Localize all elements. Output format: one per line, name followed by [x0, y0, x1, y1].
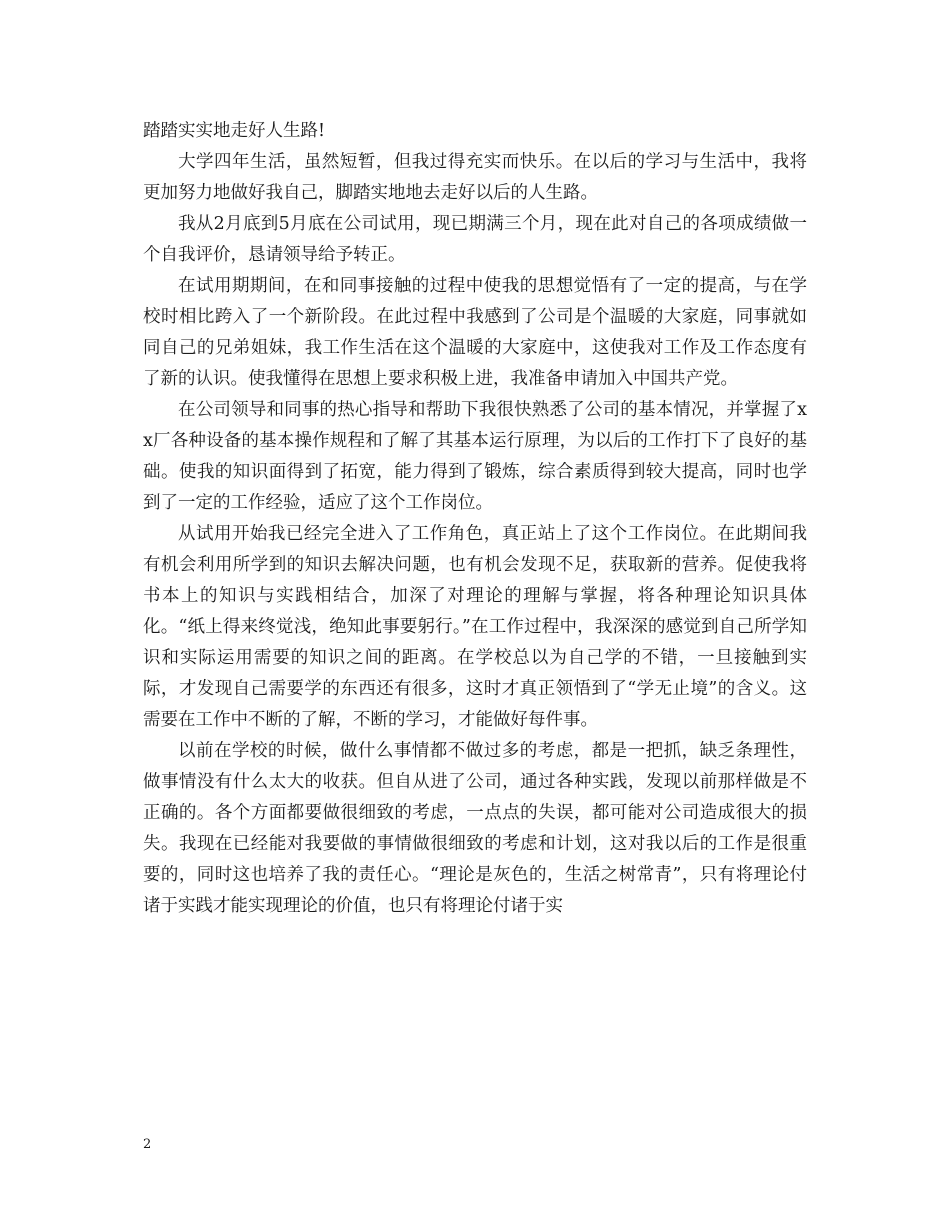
paragraph: 在公司领导和同事的热心指导和帮助下我很快熟悉了公司的基本情况，并掌握了xx厂各种设备的基本操作规程和了解了其基本运行原理，为以后的工作打下了良好的基础。使我的知识面得到了拓宽，能力得到了锻炼，综合素质得到较大提高，同时也学到了一定的工作经验，适应了这个工作岗位。 — [143, 400, 807, 513]
paragraph: 大学四年生活，虽然短暂，但我过得充实而快乐。在以后的学习与生活中，我将更加努力地做好我自己，脚踏实地地去走好以后的人生路。 — [143, 152, 807, 203]
paragraph: 以前在学校的时候，做什么事情都不做过多的考虑，都是一把抓，缺乏条理性，做事情没有什么太大的收获。但自从进了公司，通过各种实践，发现以前那样做是不正确的。各个方面都要做很细致的考虑，一点点的失误，都可能对公司造成很大的损失。我现在已经能对我要做的事情做很细致的考虑和计划，这对我以后的工作是很重要的，同时这也培养了我的责任心。“理论是灰色的，生活之树常青”，只有将理论付诸于实践才能实现理论的价值，也只有将理论付诸于实 — [143, 741, 807, 916]
page-number: 2 — [143, 1137, 152, 1152]
paragraph: 从试用开始我已经完全进入了工作角色，真正站上了这个工作岗位。在此期间我有机会利用所学到的知识去解决问题，也有机会发现不足，获取新的营养。促使我将书本上的知识与实践相结合，加深了对理论的理解与掌握，将各种理论知识具体化。“纸上得来终觉浅，绝知此事要躬行。”在工作过程中，我深深的感觉到自己所学知识和实际运用需要的知识之间的距离。在学校总以为自己学的不错，一旦接触到实际，才发现自己需要学的东西还有很多，这时才真正领悟到了“学无止境”的含义。这需要在工作中不断的了解，不断的学习，才能做好每件事。 — [143, 524, 807, 730]
paragraph-continuation: 踏踏实实地走好人生路! — [143, 121, 326, 141]
document-body — [143, 116, 807, 922]
paragraph: 我从2月底到5月底在公司试用，现已期满三个月，现在此对自己的各项成绩做一个自我评价，恳请领导给予转正。 — [143, 214, 807, 265]
paragraph: 在试用期期间，在和同事接触的过程中使我的思想觉悟有了一定的提高，与在学校时相比跨入了一个新阶段。在此过程中我感到了公司是个温暖的大家庭，同事就如同自己的兄弟姐妹，我工作生活在这个温暖的大家庭中，这使我对工作及工作态度有了新的认识。使我懂得在思想上要求积极上进，我准备申请加入中国共产党。 — [143, 276, 807, 389]
